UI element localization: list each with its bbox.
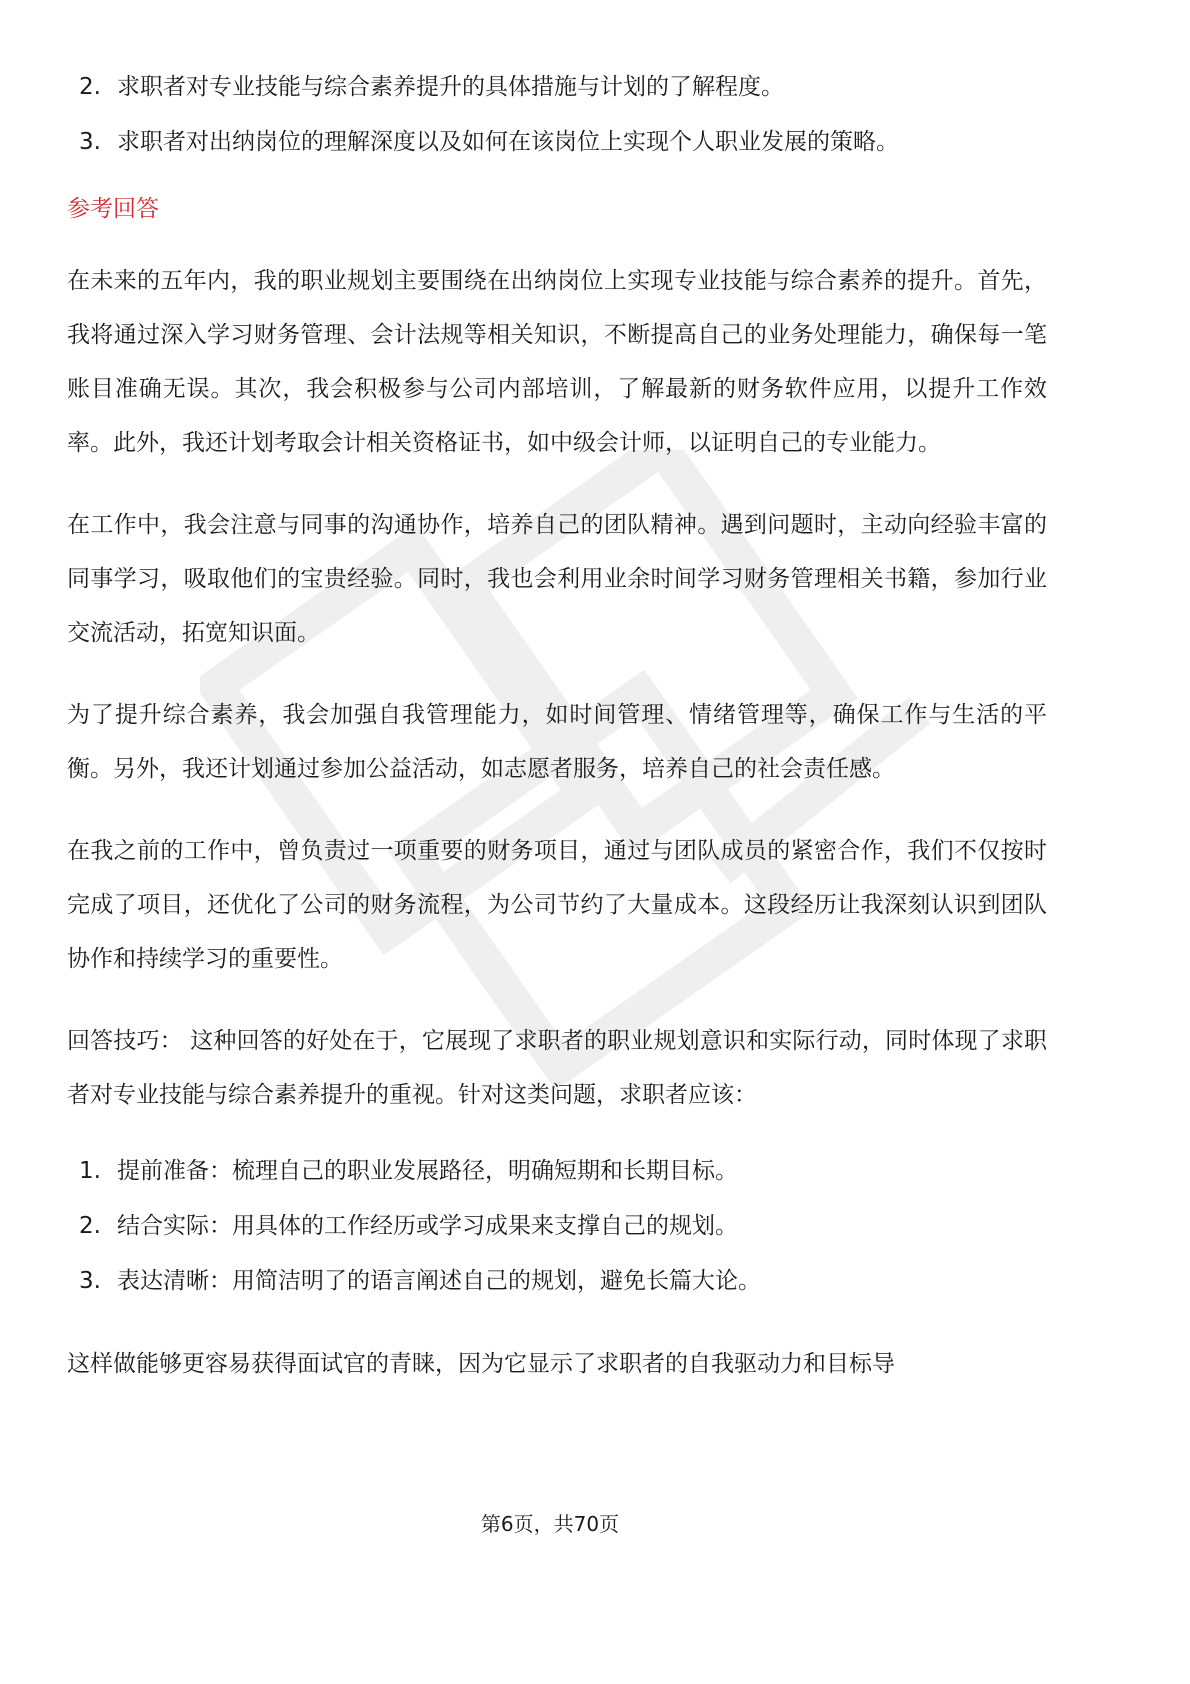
list-item-number: 2. [79,1213,101,1239]
intro-list [67,60,1047,170]
closing-paragraph: 这样做能够更容易获得面试官的青睐，因为它显示了求职者的自我驱动力和目标导 [67,1351,895,1377]
list-item-number: 1. [79,1158,101,1184]
answer-paragraph-2: 在工作中，我会注意与同事的沟通协作，培养自己的团队精神。遇到问题时，主动向经验丰富的同事学习，吸取他们的宝贵经验。同时，我也会利用业余时间学习财务管理相关书籍，参加行业交流活动，拓宽知识面。 [67,512,1047,646]
list-item [67,115,1047,170]
list-item-number: 2. [79,74,101,100]
list-item-number: 3. [79,1268,101,1294]
list-item-text: 求职者对专业技能与综合素养提升的具体措施与计划的了解程度。 [117,74,784,100]
tips-intro-paragraph: 回答技巧： 这种回答的好处在于，它展现了求职者的职业规划意识和实际行动，同时体现了求职者对专业技能与综合素养提升的重视。针对这类问题，求职者应该： [67,1028,1047,1108]
list-item-text: 表达清晰：用简洁明了的语言阐述自己的规划，避免长篇大论。 [117,1268,761,1294]
list-item-text: 求职者对出纳岗位的理解深度以及如何在该岗位上实现个人职业发展的策略。 [117,129,899,155]
list-item [67,1144,1047,1199]
tips-list [67,1144,1047,1309]
answer-paragraph-4: 在我之前的工作中，曾负责过一项重要的财务项目，通过与团队成员的紧密合作，我们不仅按时完成了项目，还优化了公司的财务流程，为公司节约了大量成本。这段经历让我深刻认识到团队协作和持续学习的重要性。 [67,838,1047,972]
list-item-number: 3. [79,129,101,155]
list-item [67,60,1047,115]
page-number-footer: 第6页，共70页 [480,1512,620,1536]
list-item [67,1199,1047,1254]
document-body [67,60,1047,1419]
answer-paragraph-3: 为了提升综合素养，我会加强自我管理能力，如时间管理、情绪管理等，确保工作与生活的平衡。另外，我还计划通过参加公益活动，如志愿者服务，培养自己的社会责任感。 [67,702,1047,782]
section-heading: 参考回答 [67,196,159,222]
answer-paragraph-1: 在未来的五年内，我的职业规划主要围绕在出纳岗位上实现专业技能与综合素养的提升。首先，我将通过深入学习财务管理、会计法规等相关知识，不断提高自己的业务处理能力，确保每一笔账目准确无误。其次，我会积极参与公司内部培训，了解最新的财务软件应用，以提升工作效率。此外，我还计划考取会计相关资格证书，如中级会计师，以证明自己的专业能力。 [67,268,1047,456]
list-item-text: 结合实际：用具体的工作经历或学习成果来支撑自己的规划。 [117,1213,738,1239]
list-item-text: 提前准备：梳理自己的职业发展路径，明确短期和长期目标。 [117,1158,738,1184]
list-item [67,1254,1047,1309]
